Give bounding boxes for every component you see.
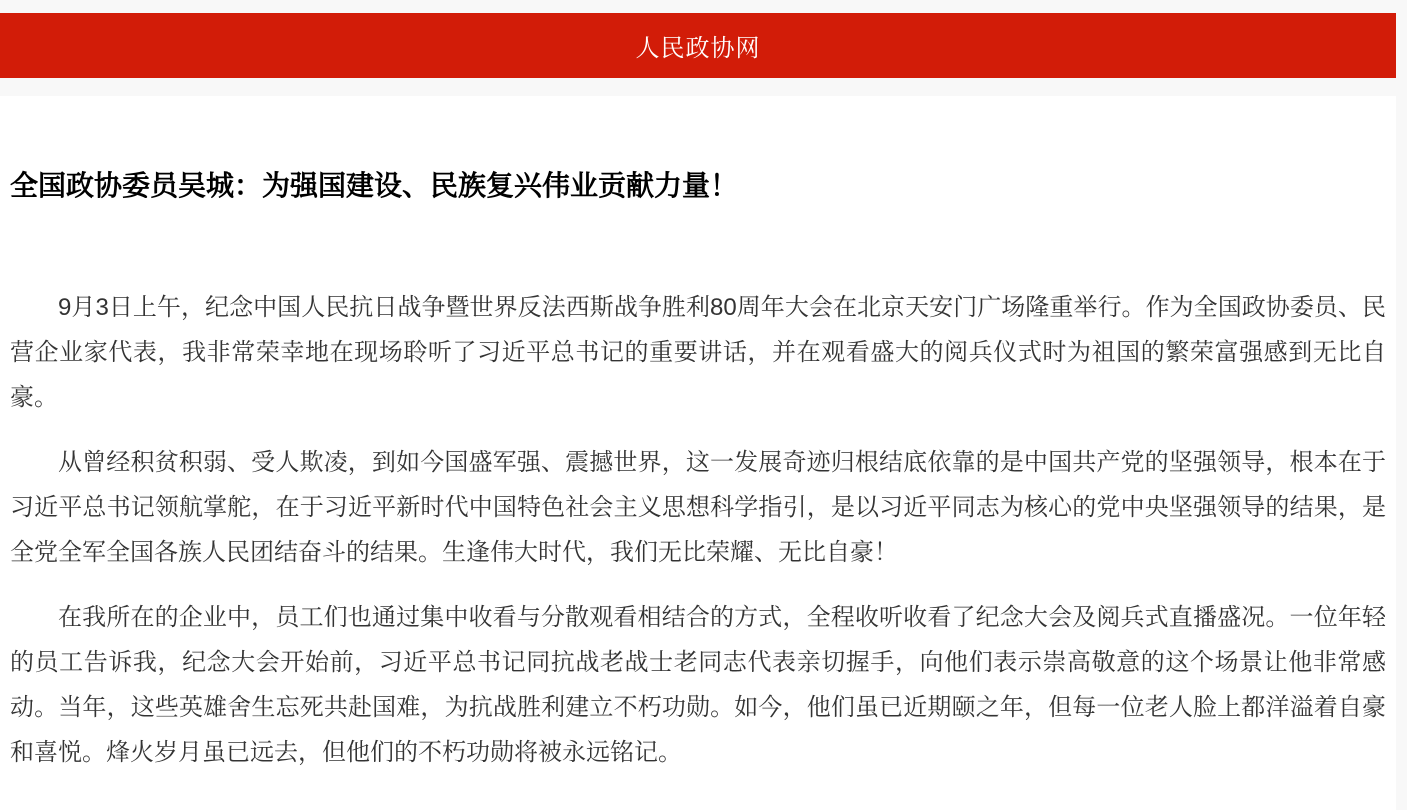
- article-paragraph-1: 9月3日上午，纪念中国人民抗日战争暨世界反法西斯战争胜利80周年大会在北京天安门广场隆重举行。作为全国政协委员、民营企业家代表，我非常荣幸地在现场聆听了习近平总书记的重要讲话，并在观看盛大的阅兵仪式时为祖国的繁荣富强感到无比自豪。: [10, 294, 1386, 412]
- article-paragraph-3: 在我所在的企业中，员工们也通过集中收看与分散观看相结合的方式，全程收听收看了纪念大会及阅兵式直播盛况。一位年轻的员工告诉我，纪念大会开始前，习近平总书记同抗战老战士老同志代表亲切握手，向他们表示崇高敬意的这个场景让他非常感动。当年，这些英雄舍生忘死共赴国难，为抗战胜利建立不朽功勋。如今，他们虽已近期颐之年，但每一位老人脸上都洋溢着自豪和喜悦。烽火岁月虽已远去，但他们的不朽功勋将被永远铭记。: [10, 604, 1386, 767]
- article-paragraph-2: 从曾经积贫积弱、受人欺凌，到如今国盛军强、震撼世界，这一发展奇迹归根结底依靠的是中国共产党的坚强领导，根本在于习近平总书记领航掌舵，在于习近平新时代中国特色社会主义思想科学指引，是以习近平同志为核心的党中央坚强领导的结果，是全党全军全国各族人民团结奋斗的结果。生逢伟大时代，我们无比荣耀、无比自豪！: [10, 449, 1386, 567]
- page: [0, 13, 1396, 810]
- site-name-link[interactable]: 人民政协网: [635, 35, 761, 62]
- article-title: 全国政协委员吴城：为强国建设、民族复兴伟业贡献力量！: [10, 170, 739, 201]
- article-body: [10, 285, 1386, 775]
- article-content: [0, 96, 1396, 810]
- site-header: [0, 13, 1396, 78]
